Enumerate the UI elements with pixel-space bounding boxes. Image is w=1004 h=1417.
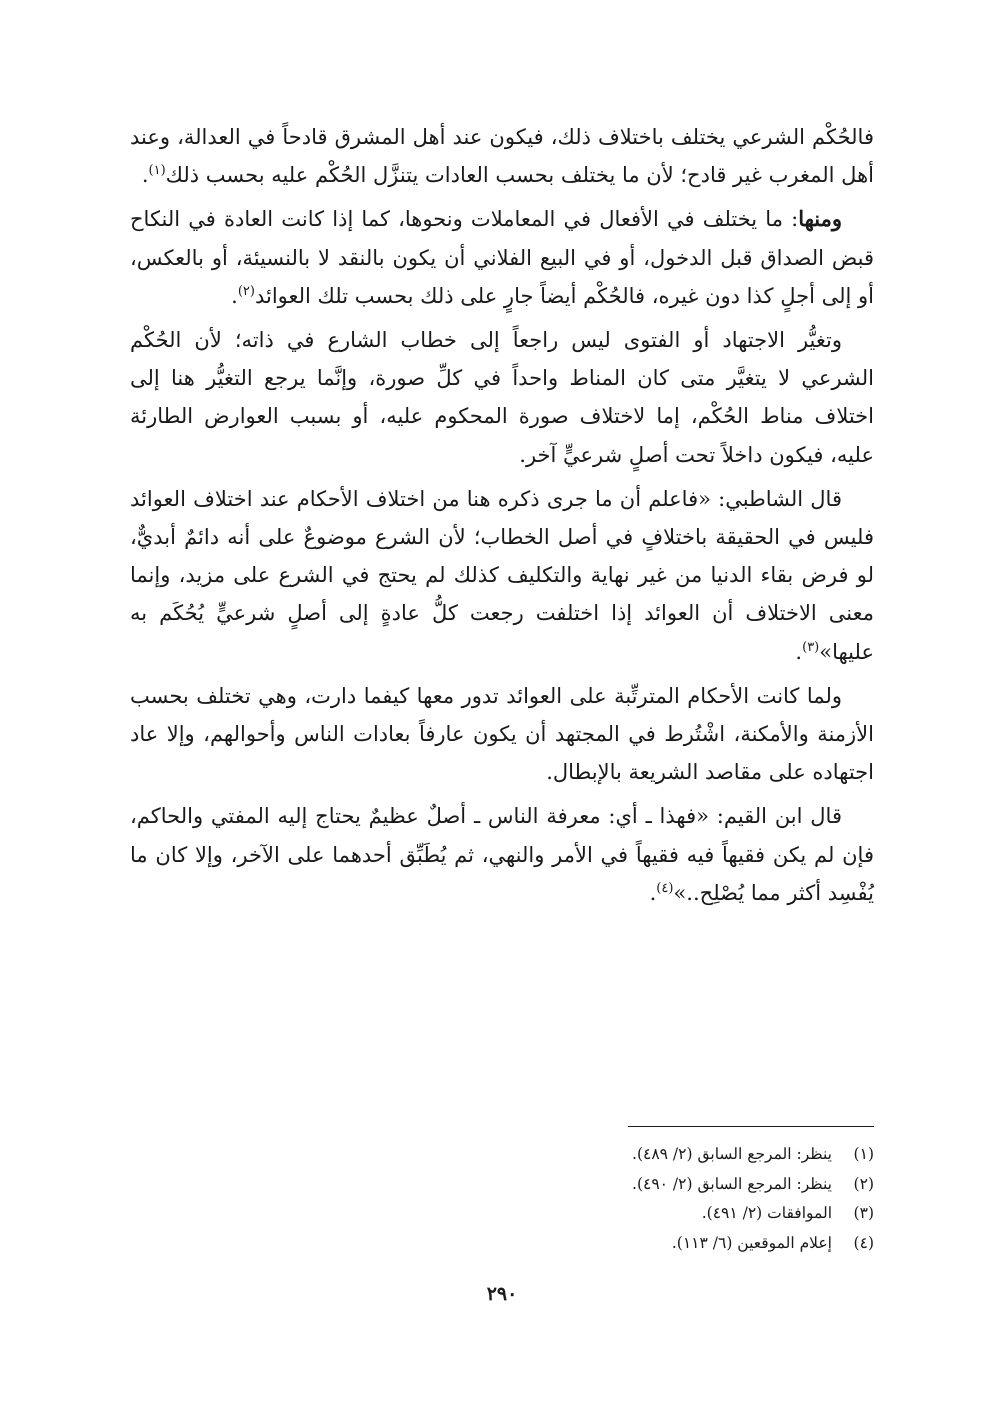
footnote-number: (٢) bbox=[853, 1174, 874, 1193]
paragraph-text: : ما يختلف في الأفعال في المعاملات ونحوها، كما إذا كانت العادة في النكاح قبض الصداق قبل الدخول، أو في البيع الفلاني أن يكون بالنقد لا بالنسيئة، أو بالعكس، أو إلى أجلٍ كذا دون غيره، فالحُكْم أيضاً جارٍ على ذلك بحسب تلك العوائد bbox=[130, 207, 874, 308]
paragraph-3 bbox=[130, 321, 874, 474]
footnote-ref-2[interactable]: (٢) bbox=[237, 283, 255, 299]
paragraph-text: قال الشاطبي: «فاعلم أن ما جرى ذكره هنا من اختلاف الأحكام عند اختلاف العوائد فليس في الحقيقة باختلافٍ في أصل الخطاب؛ لأن الشرع موضوعٌ على أنه دائمٌ أبديٌّ، لو فرض بقاء الدنيا من غير نهاية والتكليف كذلك لم يحتج في الشرع على مزيد، وإنما معنى الاختلاف أن العوائد إذا اختلفت رجعت كلُّ عادةٍ إلى أصلٍ شرعيٍّ يُحُكَم به عليها» bbox=[130, 486, 875, 664]
bold-lead: ومنها bbox=[798, 206, 842, 232]
paragraph-text: وتغيُّر الاجتهاد أو الفتوى ليس راجعاً إلى خطاب الشارع في ذاته؛ لأن الحُكْم الشرعي لا يتغيَّر متى كان المناط واحداً في كلِّ صورة، وإنَّما يرجع التغيُّر هنا إلى اختلاف مناط الحُكْم، إما لاختلاف صورة المحكوم عليه، أو بسبب العوارض الطارئة عليه، فيكون داخلاً تحت أصلٍ شرعيٍّ آخر. bbox=[130, 328, 874, 467]
paragraph-6 bbox=[130, 797, 874, 912]
footnotes bbox=[374, 1140, 874, 1258]
paragraph-text: قال ابن القيم: «فهذا ـ أي: معرفة الناس ـ أصلٌ عظيمٌ يحتاج إليه المفتي والحاكم، فإن لم يكن فقيهاً فيه فقيهاً في الأمر والنهي، ثم يُطَبِّق أحدهما على الآخر، وإلا كان ما يُفْسِد أكثر مما يُصْلِح..» bbox=[130, 804, 874, 905]
paragraph-2 bbox=[130, 200, 874, 315]
paragraph-tail: . bbox=[231, 283, 238, 308]
footnote-ref-1[interactable]: (١) bbox=[148, 163, 166, 179]
main-text bbox=[130, 118, 874, 918]
footnote-3 bbox=[374, 1199, 874, 1229]
footnote-1 bbox=[374, 1140, 874, 1170]
paragraph-4 bbox=[130, 480, 874, 671]
footnote-4 bbox=[374, 1229, 874, 1259]
paragraph-tail: . bbox=[795, 639, 803, 664]
paragraph-5 bbox=[130, 677, 874, 792]
footnote-2 bbox=[374, 1170, 874, 1200]
footnote-ref-3[interactable]: (٣) bbox=[802, 639, 820, 655]
footnote-text: إعلام الموقعين (٦/ ١١٣). bbox=[671, 1233, 832, 1252]
footnote-separator bbox=[628, 1126, 874, 1127]
footnote-text: ينظر: المرجع السابق (٢/ ٤٨٩). bbox=[632, 1145, 832, 1163]
paragraph-text: ولما كانت الأحكام المترتِّبة على العوائد تدور معها كيفما دارت، وهي تختلف بحسب الأزمنة والأمكنة، اشْتُرط في المجتهد أن يكون عارفاً بعادات الناس وأحوالهم، وإلا عاد اجتهاده على مقاصد الشريعة بالإبطال. bbox=[130, 683, 874, 785]
footnote-number: (١) bbox=[853, 1145, 874, 1163]
footnote-text: ينظر: المرجع السابق (٢/ ٤٩٠). bbox=[632, 1174, 832, 1193]
paragraph-tail: . bbox=[649, 880, 657, 905]
paragraph-1 bbox=[130, 118, 874, 194]
page-number: ٢٩٠ bbox=[486, 1283, 518, 1305]
paragraph-text: فالحُكْم الشرعي يختلف باختلاف ذلك، فيكون عند أهل المشرق قادحاً في العدالة، وعند أهل المغرب غير قادح؛ لأن ما يختلف بحسب العادات يتنزَّل الحُكْم عليه بحسب ذلك bbox=[130, 125, 874, 188]
footnote-ref-4[interactable]: (٤) bbox=[656, 880, 674, 896]
paragraph-tail: . bbox=[141, 163, 149, 188]
footnote-text: الموافقات (٢/ ٤٩١). bbox=[701, 1204, 832, 1222]
footnote-number: (٤) bbox=[853, 1233, 874, 1252]
footnote-number: (٣) bbox=[853, 1204, 874, 1222]
